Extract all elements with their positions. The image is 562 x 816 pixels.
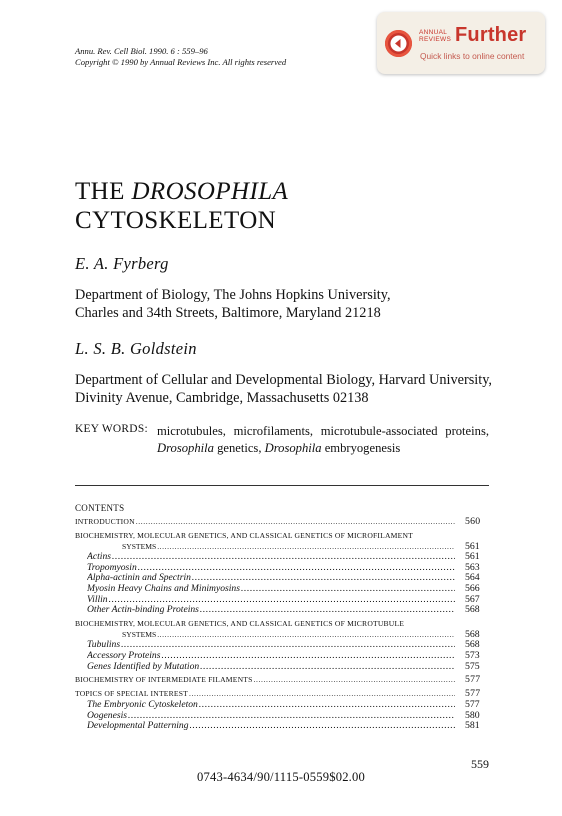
toc-subentry[interactable]: The Embryonic Cytoskeleton ..... 577 [75,700,489,711]
further-wordmark: Further [455,24,527,46]
toc-entry[interactable]: TOPICS OF SPECIAL INTEREST ..... 577 [75,689,489,700]
further-tagline: Quick links to online content [420,51,525,61]
toc-subentry[interactable]: Oogenesis ..... 580 [75,711,489,722]
author-name: L. S. B. Goldstein [75,339,197,358]
author-affiliation: Department of Cellular and Developmental Biology, Harvard University, Divinity Avenue, Cambridge, Massachusetts 02138 [75,372,493,406]
toc-subentry[interactable]: Myosin Heavy Chains and Minimyosins ..... 566 [75,584,489,595]
toc-subentry[interactable]: Tropomyosin ..... 563 [75,563,489,574]
toc-entry-heading[interactable]: BIOCHEMISTRY, MOLECULAR GENETICS, AND CLASSICAL GENETICS OF MICROFILAMENT [75,530,413,540]
toc-entry[interactable]: INTRODUCTION ..... 560 [75,517,489,528]
toc-subentry[interactable]: Villin ..... 567 [75,595,489,606]
key-words-label: KEY WORDS: [75,423,148,435]
toc-subentry[interactable]: Developmental Patterning ..... 581 [75,721,489,732]
toc-entry[interactable]: SYSTEMS ..... 561 [75,542,489,553]
article-title: THE DROSOPHILA CYTOSKELETON [75,178,289,234]
citation-line-2: Copyright © 1990 by Annual Reviews Inc. All rights reserved [75,57,287,67]
citation-line-1: Annu. Rev. Cell Biol. 1990. 6 : 559–96 [75,46,208,56]
divider [75,485,489,486]
key-words-list: microtubules, microfilaments, microtubule-associated proteins, Drosophila genetics, Drosophila embryogenesis [157,424,489,455]
table-of-contents [75,517,489,732]
toc-entry-heading[interactable]: BIOCHEMISTRY, MOLECULAR GENETICS, AND CLASSICAL GENETICS OF MICROTUBULE [75,619,405,629]
toc-entry[interactable]: SYSTEMS ..... 568 [75,630,489,641]
page-number: 559 [471,757,489,771]
toc-subentry[interactable]: Alpha-actinin and Spectrin ..... 564 [75,573,489,584]
author-affiliation: Department of Biology, The Johns Hopkins University, Charles and 34th Streets, Baltimore, Maryland 21218 [75,287,391,321]
copyright-code: 0743-4634/90/1115-0559$02.00 [197,770,366,784]
toc-subentry[interactable]: Accessory Proteins ..... 573 [75,651,489,662]
toc-subentry[interactable]: Tubulins ..... 568 [75,640,489,651]
contents-heading: CONTENTS [75,503,125,513]
annual-reviews-wordmark: ANNUAL REVIEWS [419,29,452,43]
toc-subentry[interactable]: Other Actin-binding Proteins ..... 568 [75,605,489,616]
author-name: E. A. Fyrberg [75,254,169,273]
toc-subentry[interactable]: Genes Identified by Mutation ..... 575 [75,662,489,673]
journal-citation [75,46,286,68]
toc-entry[interactable]: BIOCHEMISTRY OF INTERMEDIATE FILAMENTS ..... 577 [75,675,489,686]
play-arrow-icon [385,30,412,57]
further-online-badge[interactable] [377,12,545,74]
toc-subentry[interactable]: Actins ..... 561 [75,552,489,563]
